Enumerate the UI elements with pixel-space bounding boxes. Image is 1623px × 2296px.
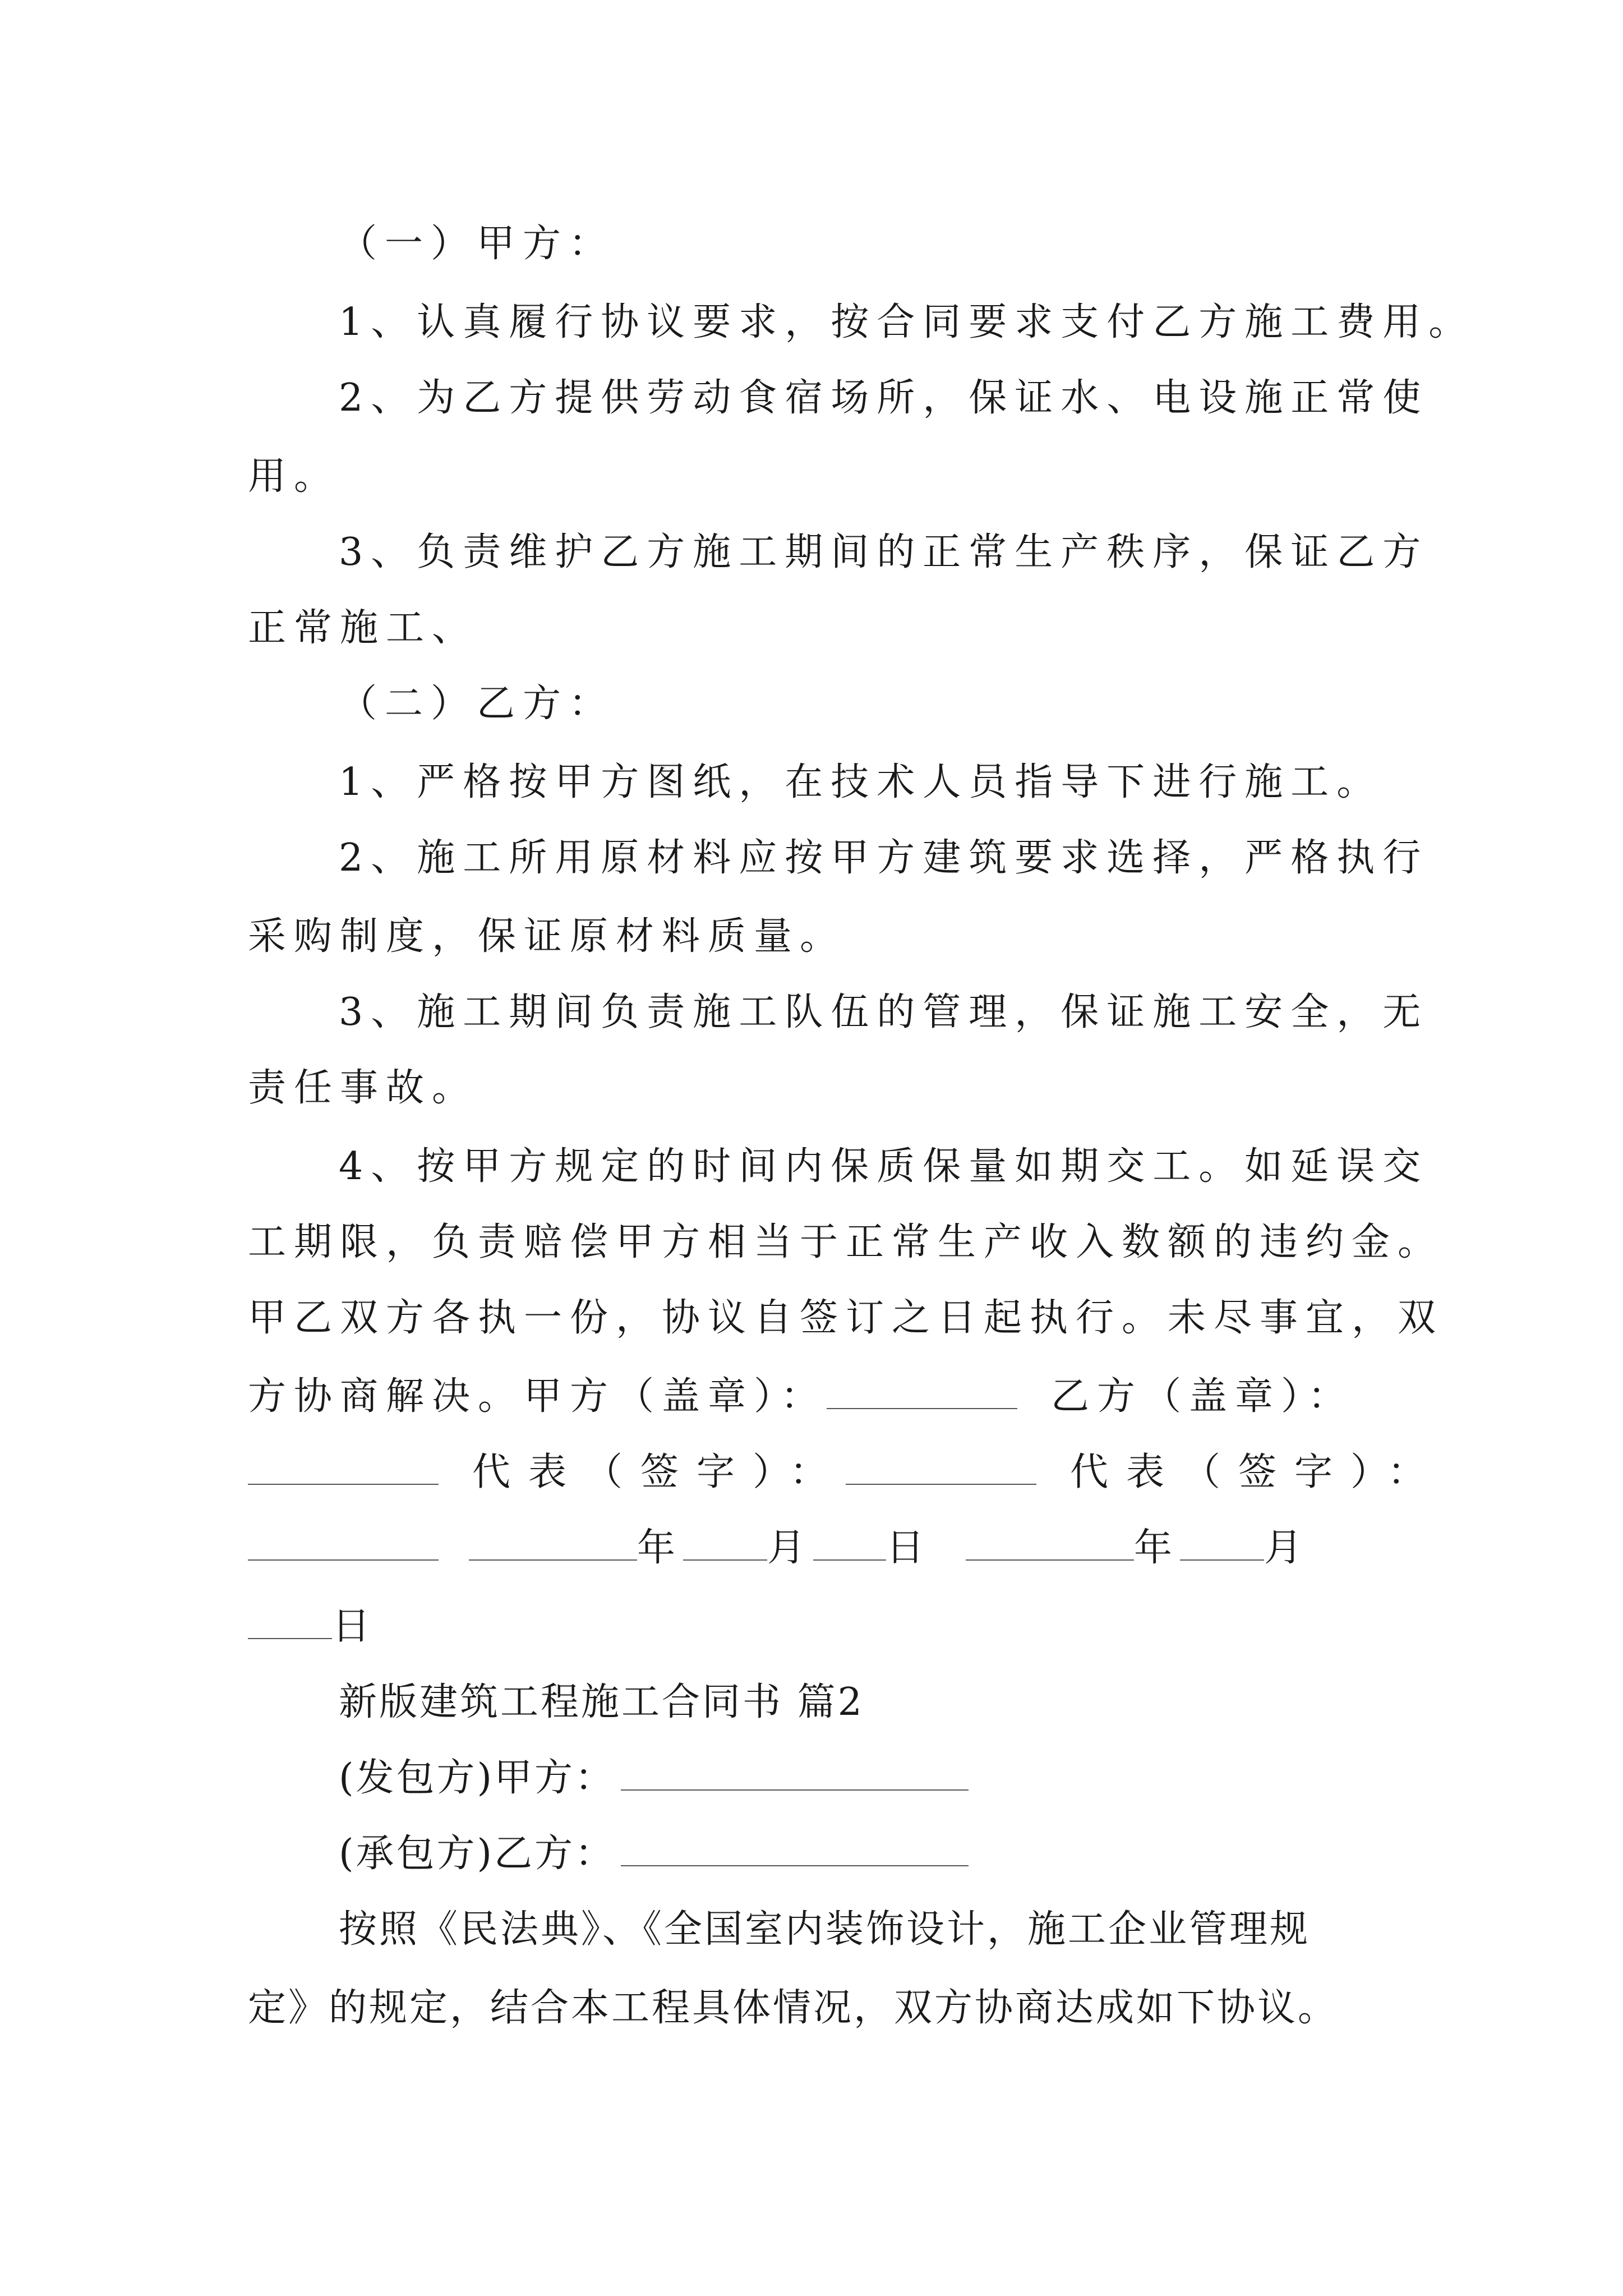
date-a-year-blank (469, 1527, 637, 1561)
party-b-heading: （二）乙方： (339, 682, 615, 726)
party-b-item-4-line-2: 工期限，负责赔偿甲方相当于正常生产收入数额的违约金。 (248, 1220, 1444, 1264)
party-b-item-3-line-2: 责任事故。 (248, 1066, 478, 1110)
section-2-title: 新版建筑工程施工合同书 篇2 (339, 1680, 864, 1724)
contractor-a-row (339, 1756, 969, 1801)
contractor-b-label: (承包方)乙方： (339, 1832, 616, 1876)
party-b-item-2-line-1: 2、施工所用原材料应按甲方建筑要求选择，严格执行 (339, 836, 1429, 880)
date-a-year: 年 (637, 1526, 684, 1570)
date-b-day-blank (248, 1605, 332, 1639)
intro-line-1: 按照《民法典》、《全国室内装饰设计，施工企业管理规 (339, 1907, 1311, 1952)
contractor-a-label: (发包方)甲方： (339, 1756, 616, 1800)
party-a-item-1: 1、认真履行协议要求，按合同要求支付乙方施工费用。 (339, 300, 1475, 344)
intro-line-2: 定》的规定，结合本工程具体情况，双方协商达成如下协议。 (248, 1986, 1339, 2030)
date-b-month-blank (1180, 1527, 1264, 1561)
signature-row-3 (248, 1526, 1310, 1571)
party-b-seal-label: 乙方（盖章）： (1051, 1374, 1354, 1419)
party-b-item-3-line-1: 3、施工期间负责施工队伍的管理，保证施工安全，无 (339, 990, 1429, 1034)
date-b-year: 年 (1134, 1526, 1181, 1570)
party-b-item-1: 1、严格按甲方图纸，在技术人员指导下进行施工。 (339, 760, 1383, 804)
signature-row-1 (248, 1374, 1354, 1419)
contractor-b-row (339, 1832, 969, 1876)
date-a-month: 月 (767, 1526, 814, 1570)
date-a-day-blank (813, 1527, 886, 1561)
signature-row-4 (248, 1604, 378, 1649)
rep-label-a: 代表（签字）： (472, 1450, 846, 1494)
party-a-item-2-line-2: 用。 (248, 454, 340, 499)
party-a-item-3-line-1: 3、负责维护乙方施工期间的正常生产秩序，保证乙方 (339, 530, 1429, 574)
party-a-item-2-line-1: 2、为乙方提供劳动食宿场所，保证水、电设施正常使 (339, 376, 1429, 420)
party-b-item-4-line-1: 4、按甲方规定的时间内保质保量如期交工。如延误交 (339, 1144, 1429, 1189)
party-b-item-2-line-2: 采购制度，保证原材料质量。 (248, 914, 846, 959)
party-a-item-3-line-2: 正常施工、 (248, 606, 478, 650)
date-b-day: 日 (332, 1604, 379, 1649)
contractor-b-blank (621, 1833, 969, 1866)
contractor-a-blank (621, 1757, 969, 1791)
closing-line-2-text: 方协商解决。甲方（盖章）： (248, 1374, 827, 1419)
rep-label-b: 代表（签字）： (1070, 1450, 1444, 1494)
signature-row-2 (248, 1450, 1444, 1495)
rep-b-sign-blank (248, 1527, 439, 1561)
party-a-seal-blank (827, 1375, 1017, 1409)
date-a-month-blank (683, 1527, 767, 1561)
date-a-day: 日 (886, 1526, 933, 1570)
date-b-year-blank (966, 1527, 1134, 1561)
rep-a-sign-blank (846, 1451, 1036, 1485)
closing-line-1: 甲乙双方各执一份，协议自签订之日起执行。未尽事宜，双 (248, 1296, 1444, 1340)
party-b-seal-blank (248, 1451, 439, 1485)
party-a-heading: （一）甲方： (339, 222, 615, 266)
date-b-month: 月 (1264, 1526, 1311, 1570)
